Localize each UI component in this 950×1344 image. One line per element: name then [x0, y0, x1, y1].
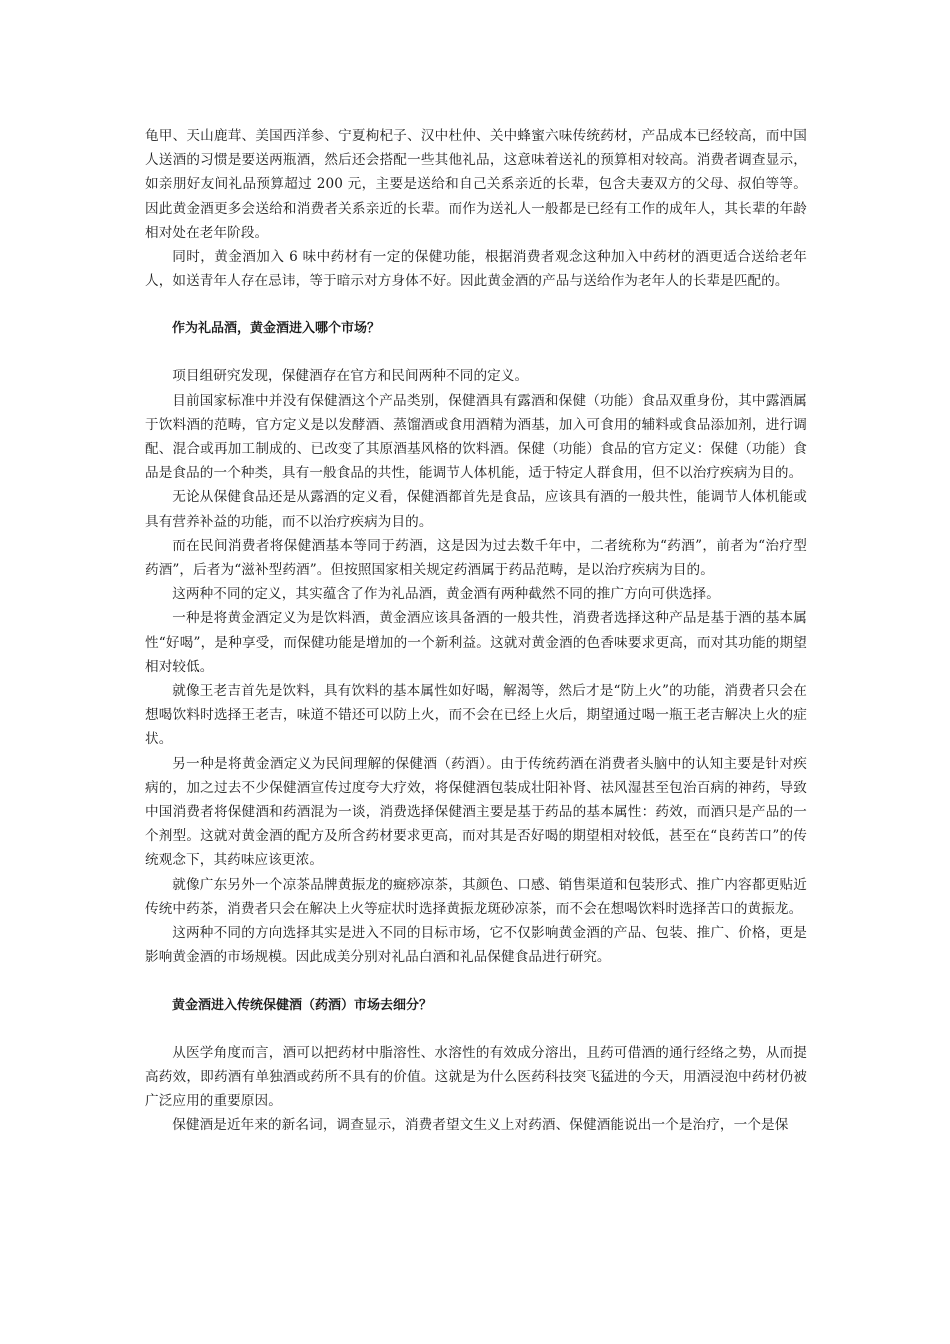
paragraph: 一种是将黄金酒定义为是饮料酒，黄金酒应该具备酒的一般共性，消费者选择这种产品是基于酒的基本属性“好喝”，是种享受，而保健功能是增加的一个新利益。这就对黄金酒的色香味要求更高，而对其功能的期望相对较低。 — [145, 610, 807, 675]
paragraph: 项目组研究发现，保健酒存在官方和民间两种不同的定义。 — [172, 368, 529, 385]
spacer — [145, 293, 807, 317]
paragraph: 就像广东另外一个凉茶品牌黄振龙的癍痧凉茶，其颜色、口感、销售渠道和包装形式、推广内容都更贴近传统中药茶，消费者只会在解决上火等症状时选择黄振龙斑砂凉茶，而不会在想喝饮料时选择苦口的黄振龙。 — [145, 876, 807, 917]
paragraph: 这两种不同的定义，其实蕴含了作为礼品酒，黄金酒有两种截然不同的推广方向可供选择。 — [172, 586, 720, 603]
paragraph: 这两种不同的方向选择其实是进入不同的目标市场，它不仅影响黄金酒的产品、包装、推广、价格，更是影响黄金酒的市场规模。因此成美分别对礼品白酒和礼品保健食品进行研究。 — [145, 925, 807, 966]
section-heading-gift-wine-market: 作为礼品酒，黄金酒进入哪个市场？ — [172, 321, 381, 337]
paragraph: 另一种是将黄金酒定义为民间理解的保健酒（药酒）。由于传统药酒在消费者头脑中的认知主要是针对疾病的，加之过去不少保健酒宣传过度夸大疗效，将保健酒包装成壮阳补肾、祛风湿甚至包治百病的神药，导致中国消费者将保健酒和药酒混为一谈，消费选择保健酒主要是基于药品的基本属性：药效，而酒只是产品的一个剂型。这就对黄金酒的配方及所含药材要求更高，而对其是否好喝的期望相对较低，甚至在“良药苦口”的传统观念下，其药味应该更浓。 — [145, 755, 807, 869]
spacer — [145, 970, 807, 994]
paragraph: 目前国家标准中并没有保健酒这个产品类别，保健酒具有露酒和保健（功能）食品双重身份，其中露酒属于饮料酒的范畴，官方定义是以发酵酒、蒸馏酒或食用酒精为酒基，加入可食用的辅料或食品添加剂，进行调配、混合或再加工制成的、已改变了其原酒基风格的饮料酒。保健（功能）食品的官方定义：保健（功能）食品是食品的一个种类，具有一般食品的共性，能调节人体机能，适于特定人群食用，但不以治疗疾病为目的。 — [145, 392, 807, 482]
document-page — [145, 124, 807, 1137]
paragraph: 从医学角度而言，酒可以把药材中脂溶性、水溶性的有效成分溶出，且药可借酒的通行经络之势，从而提高药效，即药酒有单独酒或药所不具有的价值。这就是为什么医药科技突飞猛进的今天，用酒浸泡中药材仍被广泛应用的重要原因。 — [145, 1044, 807, 1109]
paragraph: 而在民间消费者将保健酒基本等同于药酒，这是因为过去数千年中，二者统称为“药酒”，前者为“治疗型药酒”，后者为“滋补型药酒”。但按照国家相关规定药酒属于药品范畴，是以治疗疾病为目的。 — [145, 537, 807, 579]
section-heading-health-wine-market: 黄金酒进入传统保健酒（药酒）市场去细分？ — [172, 997, 433, 1013]
paragraph-continuation: 龟甲、天山鹿茸、美国西洋参、宁夏枸杞子、汉中杜仲、关中蜂蜜六味传统药材，产品成本已经较高，而中国人送酒的习惯是要送两瓶酒，然后还会搭配一些其他礼品，这意味着送礼的预算相对较高。消费者调查显示，如亲朋好友间礼品预算超过 200 元，主要是送给和自己关系亲近的长辈，包含夫妻双方的父母、叔伯等等。因此黄金酒更多会送给和消费者关系亲近的长辈。而作为送礼人一般都是已经有工作的成年人，其长辈的年龄相对处在老年阶段。 — [145, 128, 807, 241]
paragraph: 保健酒是近年来的新名词，调查显示，消费者望文生义上对药酒、保健酒能说出一个是治疗，一个是保 — [172, 1117, 789, 1134]
paragraph: 就像王老吉首先是饮料，具有饮料的基本属性如好喝，解渴等，然后才是“防上火”的功能，消费者只会在想喝饮料时选择王老吉，味道不错还可以防上火，而不会在已经上火后，期望通过喝一瓶王老吉解决上火的症状。 — [145, 683, 807, 748]
paragraph: 同时，黄金酒加入 6 味中药材有一定的保健功能，根据消费者观念这种加入中药材的酒更适合送给老年人，如送青年人存在忌讳，等于暗示对方身体不好。因此黄金酒的产品与送给作为老年人的长辈是匹配的。 — [145, 249, 807, 290]
spacer — [145, 341, 807, 364]
spacer — [145, 1018, 807, 1041]
paragraph: 无论从保健食品还是从露酒的定义看，保健酒都首先是食品，应该具有酒的一般共性，能调节人体机能或具有营养补益的功能，而不以治疗疾病为目的。 — [145, 489, 807, 530]
